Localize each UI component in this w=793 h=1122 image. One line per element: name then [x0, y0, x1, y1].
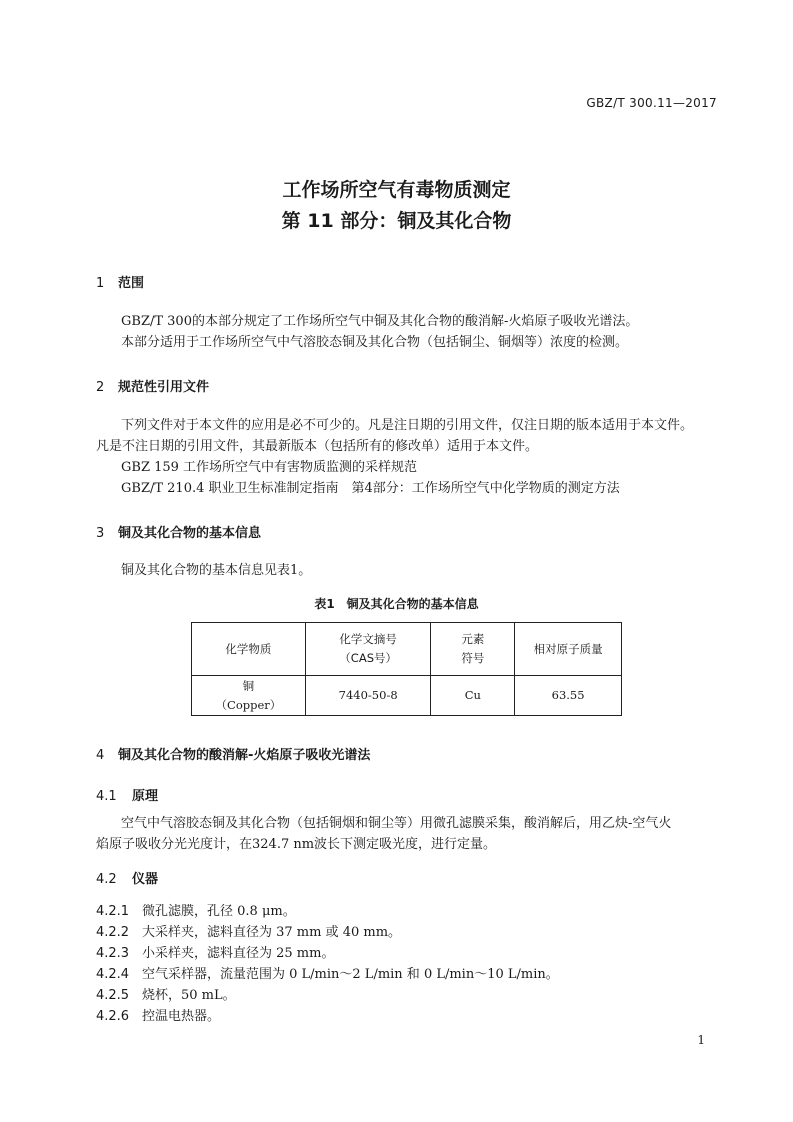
section-1-heading [96, 272, 144, 291]
scope-paragraph-1: GBZ/T 300的本部分规定了工作场所空气中铜及其化合物的酸消解-火焰原子吸收光谱法。 [121, 314, 639, 329]
subsection-number: 4.2 [96, 872, 117, 887]
table-row [192, 676, 622, 716]
cell-symbol: Cu [431, 676, 515, 716]
header-substance: 化学物质 [192, 623, 306, 676]
basic-info-paragraph: 铜及其化合物的基本信息见表1。 [121, 563, 312, 578]
subsection-number: 4.1 [96, 789, 117, 804]
reference-gbzt-210-4: GBZ/T 210.4 职业卫生标准制定指南 第4部分：工作场所空气中化学物质的测定方法 [121, 481, 620, 496]
header-atomic-mass: 相对原子质量 [515, 623, 622, 676]
scope-paragraph-2: 本部分适用于工作场所空气中气溶胶态铜及其化合物（包括铜尘、铜烟等）浓度的检测。 [121, 335, 629, 350]
section-number: 2 [96, 380, 105, 395]
section-title: 范围 [118, 276, 145, 291]
basic-info-table [191, 622, 622, 716]
section-2-heading [96, 376, 209, 395]
cell-substance: 铜 （Copper） [192, 676, 306, 716]
cell-atomic-mass: 63.55 [515, 676, 622, 716]
list-item: 4.2.5 烧杯，50 mL。 [96, 988, 236, 1003]
page-number: 1 [697, 1033, 705, 1047]
principle-line-2: 焰原子吸收分光光度计，在324.7 nm波长下测定吸光度，进行定量。 [96, 837, 497, 852]
normative-paragraph-line-2: 凡是不注日期的引用文件，其最新版本（包括所有的修改单）适用于本文件。 [96, 439, 539, 454]
table-header-row [192, 623, 622, 676]
subsection-4-1-heading [96, 785, 158, 804]
document-subtitle: 第 11 部分：铜及其化合物 [281, 210, 512, 232]
subsection-title: 原理 [132, 789, 159, 804]
reference-gbz-159: GBZ 159 工作场所空气中有害物质监测的采样规范 [121, 460, 418, 475]
list-item: 4.2.6 控温电热器。 [96, 1009, 221, 1024]
document-title: 工作场所空气有毒物质测定 [282, 179, 511, 201]
header-cas: 化学文摘号 （CAS号） [305, 623, 431, 676]
section-title: 铜及其化合物的基本信息 [118, 526, 262, 541]
list-item: 4.2.1 微孔滤膜，孔径 0.8 μm。 [96, 904, 296, 919]
principle-line-1: 空气中气溶胶态铜及其化合物（包括铜烟和铜尘等）用微孔滤膜采集，酸消解后，用乙炔-空气火 [121, 816, 672, 831]
section-title: 铜及其化合物的酸消解-火焰原子吸收光谱法 [118, 748, 371, 763]
list-item: 4.2.4 空气采样器，流量范围为 0 L/min～2 L/min 和 0 L/min～10 L/min。 [96, 967, 559, 982]
list-item: 4.2.2 大采样夹，滤料直径为 37 mm 或 40 mm。 [96, 925, 402, 940]
normative-paragraph-line-1: 下列文件对于本文件的应用是必不可少的。凡是注日期的引用文件，仅注日期的版本适用于本文件。 [121, 418, 694, 433]
subsection-4-2-heading [96, 868, 158, 887]
section-4-heading [96, 744, 370, 763]
subsection-title: 仪器 [132, 872, 159, 887]
section-title: 规范性引用文件 [118, 380, 210, 395]
section-3-heading [96, 522, 261, 541]
cell-cas: 7440-50-8 [305, 676, 431, 716]
standard-number: GBZ/T 300.11—2017 [586, 96, 717, 110]
section-number: 3 [96, 526, 105, 541]
table-caption: 表1 铜及其化合物的基本信息 [314, 597, 479, 611]
section-number: 4 [96, 748, 105, 763]
header-symbol: 元素 符号 [431, 623, 515, 676]
list-item: 4.2.3 小采样夹，滤料直径为 25 mm。 [96, 946, 335, 961]
section-number: 1 [96, 276, 105, 291]
